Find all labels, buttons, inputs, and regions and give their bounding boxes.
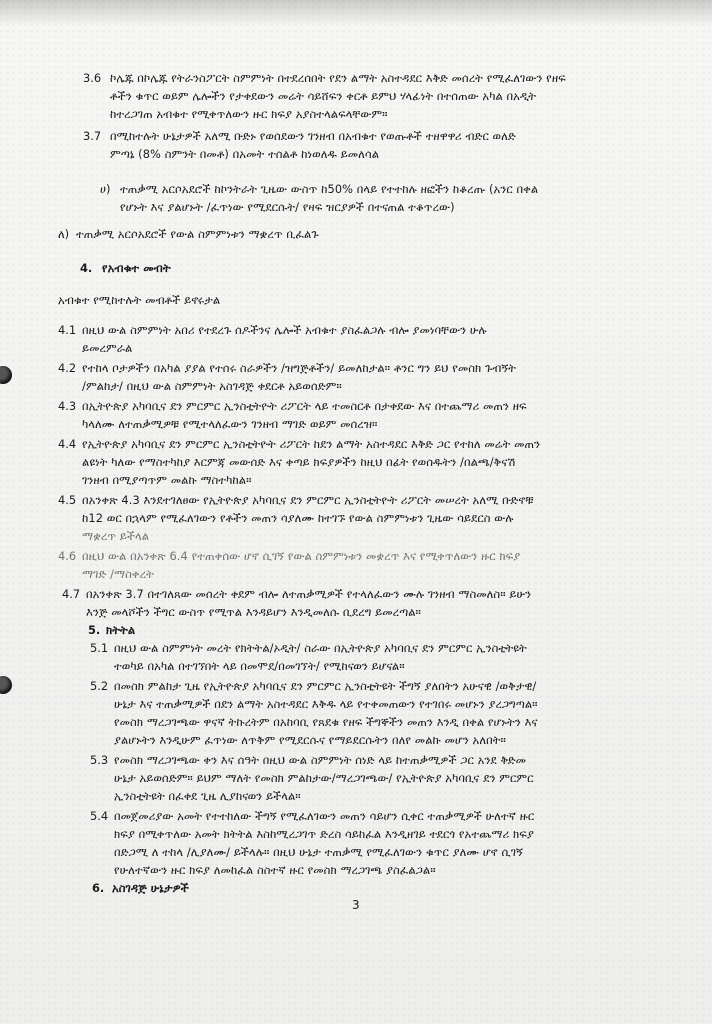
section-number: 5. (88, 623, 101, 637)
clause-5-2-line-4: ያልሆኑትን እንዲሁም ፈጥነው ለጥቅም የሚደርሱና የማይደርሱትን በለየ መልኩ መሆን አለበት። (114, 733, 506, 747)
clause-number: 4.7 (62, 587, 81, 601)
clause-4-3-line-2: ካላለሙ ለተጠቃሚዎቹ የሚተላለፈውን ገንዘብ ማገድ ወይም መሰረዝ። (82, 417, 378, 431)
clause-number: ሀ) (100, 182, 111, 196)
clause-4-6-line-2: ማገድ /ማስቀረት (82, 567, 154, 581)
scan-top-shadow (0, 0, 712, 26)
clause-5-2-line-2: ሁኔታ እና ተጠቃሚዎች በደን ልማት አስተዳደር እቅዱ ላይ የተቀመጠውን የተገበሩ መሆኑን ያረጋግጣል። (114, 697, 538, 711)
clause-number: 3.7 (83, 129, 102, 143)
clause-number: 5.3 (90, 753, 109, 767)
clause-5-3-line-1: የመስክ ማረጋገጫው ቀን እና ሰዓት በዚህ ውል ስምምነት ሰነድ ላይ ከተጠቃሚዎች ጋር አንደ ቅድመ (114, 753, 527, 767)
clause-5-2-line-1: በመስክ ምልከታ ጊዜ የኢትዮጵያ አካባቢና ደን ምርምር ኢንስቲትዩት ችግኝ ያለበትን አሁናዊ /ወቅታዊ/ (114, 679, 537, 693)
clause-number: 5.2 (90, 679, 109, 693)
punch-hole-icon (0, 676, 12, 694)
clause-4-2-line-2: /ምልከታ/ በዚህ ውል ስምምነት አስገዳጅ ቀደርቶ አይወሰድም። (82, 379, 342, 393)
clause-5-4-line-2: ክፍያ በሚቀጥለው አመት ክትትል እስከሚረጋገጥ ድረስ ሳይከፈል እንዲዘገይ ተደርጎ የአተጨማሪ ክፍያ (114, 827, 534, 841)
clause-3-6-line-1: ኮሌጁ በኮሌጁ የትራንስፖርት ስምምነት በተደረሰበት የደን ልማት አስተዳደር እቅድ መሰረት የሚፈለገውን የዘፍ (110, 71, 566, 85)
clause-4-4-line-1: የኢትዮጵያ አካባቢና ደን ምርምር ኢንስቲትዮት ሪፖርት ከደን ልማት አስተዳደር እቅድ ጋር የተከለ መሬት መጠን (82, 437, 541, 451)
clause-number: 4.6 (58, 549, 77, 563)
clause-4-5-line-1: በአንቀጽ 4.3 እንደተገለፀው የኢትዮጵያ አካባቢና ደን ምርምር ኢንስቲትዮት ሪፖርት መሠረት አለሚ ቡድኖቹ (82, 493, 534, 507)
clause-3-6-line-2: ቶችን ቁጥር ወይም ሌሎችን የታቀደውን መሬት ሳይሸፍን ቀርቶ ይምህ ሃላፊነት በተሰጠው አካል በአዲት (110, 89, 537, 103)
clause-5-1-line-1: በዚህ ውል ስምምነት መረት የክትትል/ኦዲት/ ስራው በኢትዮጵያ አካባቢና ደን ምርምር ኢንስቲትዩት (114, 641, 527, 655)
clause-5-4-line-3: በድጋሚ ለ ተከላ /ሊያለሙ/ ይችላሉ። በዚህ ሁኔታ ተጠቃሚ የሚፈለገውን ቁጥር ያለሙ ሆኖ ሲገኝ (114, 845, 523, 859)
clause-number: 3.6 (83, 71, 102, 85)
clause-number: 5.1 (90, 641, 109, 655)
clause-ha-line-2: የሆኑት እና ያልሆኑት /ፈጥነው የሚደርሱት/ የዛፍ ዝርያዎች በተናጠል ተቆጥረው) (120, 200, 455, 214)
clause-4-5-line-2: ከ12 ወር በኋላም የሚፈለገውን የቶችን መጠን ሳያለሙ ከተገኙ የውል ስምምነቱን ጊዜው ሳይደርስ ውሉ (82, 511, 514, 525)
clause-le-line-1: ተጠቃሚ አርሶአደሮች የውል ስምምነቱን ማቋረጥ ቢፈልጉ (76, 227, 319, 241)
clause-5-1-line-2: ተወካይ በአካል በተገኘበት ላይ በመሞደ/በመገኘት/ የሚከናወን ይሆናል። (114, 659, 405, 673)
clause-ha-line-1: ተጠቃሚ አርሶአደሮች ከኮንትራት ጊዜው ውስጥ ከ50% በላይ የተተከሉ ዘፎችን ከቆረጡ (አንር በቀል (120, 182, 539, 196)
clause-5-2-line-3: የመስክ ማረጋገጫው ዋናኛ ትኩረትም በአከባቢ የጸደቁ የዘፍ ችግኞችን መጠን እንዲ በቀል የሆኑትን እና (114, 715, 538, 729)
section-4-intro: አብቁተ የሚከተሉት መብቶች ይኖሩታል (58, 293, 221, 307)
page-number: 3 (352, 898, 360, 912)
clause-5-4-line-4: የሁለተኛውን ዙር ክፍያ ለመከፈል ስስተኛ ዙር የመስክ ማረጋገጫ ያስፈልጋል። (114, 863, 436, 877)
clause-3-7-line-2: ምጣኔ (8% ስምንት በመቶ) በአመት ተሰልቶ ከነወለዱ ይመለሳል (110, 147, 380, 161)
section-number: 4. (80, 261, 93, 275)
section-number: 6. (92, 881, 105, 895)
clause-number: 4.3 (58, 399, 77, 413)
clause-4-7-line-1: በአንቀጽ 3.7 በተገለጸው መሰረት ቀደም ብሎ ለተጠቃሚዎች የተላለፈውን ሙሉ ገንዘብ ማስመለስ። ይሁን (86, 587, 532, 601)
section-6-heading: አስገዳጅ ሁኔታዎች (112, 881, 189, 895)
punch-hole-icon (0, 366, 12, 384)
clause-number: 5.4 (90, 809, 109, 823)
clause-4-4-line-2: ልዩነት ካለው የማስተካከያ እርምጃ መውሰድ እና ቀጣይ ክፍያዎችን ከዚህ በፊት የወሰዱትን /በልጫ/ቅናሽ (82, 455, 516, 469)
clause-number: 4.4 (58, 437, 77, 451)
clause-number: ለ) (58, 227, 70, 241)
clause-4-6-line-1: በዚህ ውል በአንቀጽ 6.4 የተጠቀሰው ሆኖ ሲገኝ የውል ስምምነቱን መቋረጥ እና የሚቀጥለውን ዙር ክፍያ (82, 549, 521, 563)
section-4-heading: የአብቁተ መብት (102, 261, 171, 275)
clause-3-7-line-1: በሚከተሉት ሁኔታዎች አለሚ ቡድኑ የወሰደውን ገንዘብ በአብቁተ የወጡቶች ተዘዋዋሪ ብድር ወለድ (110, 129, 516, 143)
clause-number: 4.5 (58, 493, 77, 507)
clause-4-4-line-3: ገንዘብ በሚያጣጥም መልኩ ማስተካከል። (82, 473, 252, 487)
clause-3-6-line-3: ከተረጋገጠ አብቁተ የሚቀጥለውን ዙር ክፍያ አያስተላልፍላቸውም። (110, 107, 388, 121)
clause-4-7-line-2: እንጅ መላሾችን ችግር ውስጥ የሚጥል እንዳይሆን እንዲመለሱ ቢደረግ ይመረጣል። (86, 605, 421, 619)
clause-number: 4.1 (58, 323, 77, 337)
clause-5-3-line-3: ኢንስቲትዩት በፈቀደ ጊዜ ሊያከናወን ይችላል። (114, 789, 301, 803)
clause-number: 4.2 (58, 361, 77, 375)
clause-4-5-line-3: ማቋረጥ ይችላል (82, 529, 150, 543)
section-5-heading: ክትትል (106, 623, 136, 637)
clause-5-4-line-1: በመጀመሪያው አመት የተተከለው ችግኝ የሚፈለገውን መጠን ሳይሆን ሲቀር ተጠቃሚዎች ሁለተኛ ዙር (114, 809, 535, 823)
clause-4-2-line-1: የተከላ ቦታዎችን በአካል ያያል የተሰሩ ስራዎችን /ዝግጅቶችን/ ይመለከታል። ቶንር ግን ይህ የመስክ ጉብኝት (82, 361, 517, 375)
clause-4-1-line-2: ይመረምራል (82, 341, 133, 355)
clause-4-1-line-1: በዚህ ውል ስምምነት አበሪ የተደረጉ ሰዶችንና ሌሎች አብቁተ ያስፈልጋሉ ብሎ ያመነባቸውን ሁሉ (82, 323, 487, 337)
clause-4-3-line-1: በኢትዮጵያ አካባቢና ደን ምርምር ኢንስቲትዮት ሪፖርት ላይ ተመስርቶ በታቀደው እና በተጨማሪ መጠን ዘፍ (82, 399, 527, 413)
clause-5-3-line-2: ሁኔታ አይወሰድም። ይህም ማለት የመስክ ምልከታው/ማረጋገጫው/ የኢትዮጵያ አካባቢና ደን ምርምር (114, 771, 534, 785)
